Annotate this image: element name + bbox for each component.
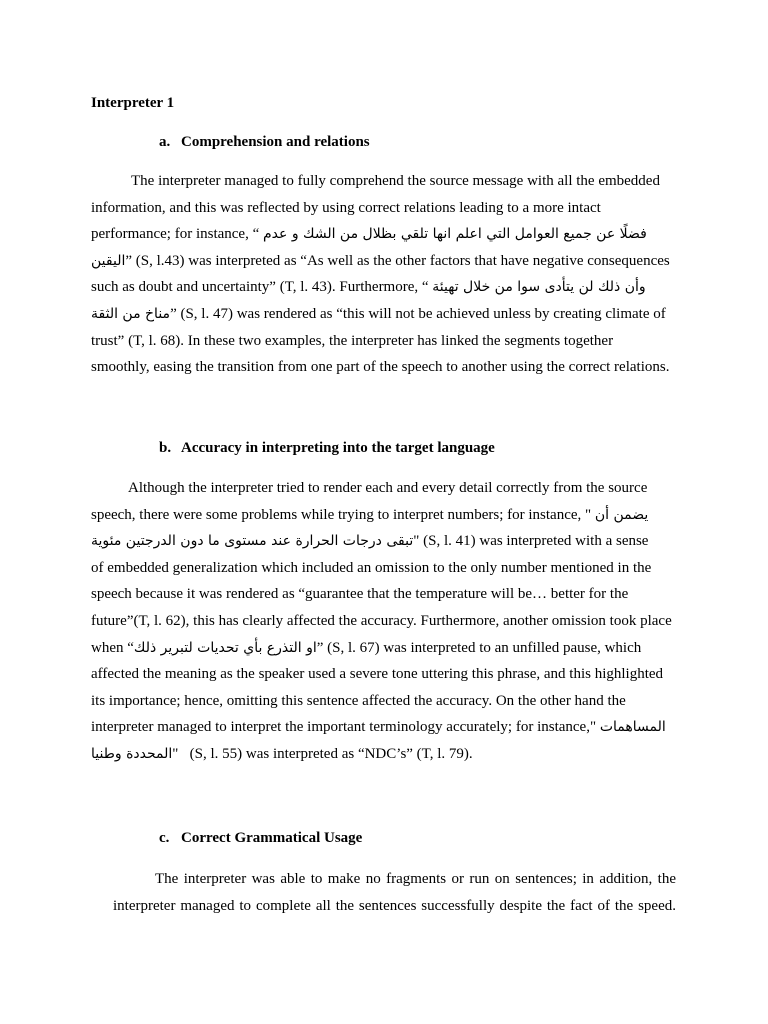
arabic-quote: فضلًا عن جميع العوامل التي اعلم انها تلقي بظلال من الشك و عدم: [263, 226, 647, 243]
text-line: speech, there were some problems while trying to interpret numbers; for instance, " يضمن أن: [91, 506, 649, 523]
page-title: Interpreter 1: [91, 95, 175, 111]
section-marker: c.: [159, 830, 170, 846]
text-line: مناخ من الثقة” (S, l. 47) was rendered as “this will not be achieved unless by creating climate of: [91, 305, 666, 322]
text-line: its importance; hence, omitting this sentence affected the accuracy. On the other hand the: [91, 692, 626, 709]
text-line: smoothly, easing the transition from one part of the speech to another using the correct relations.: [91, 359, 670, 376]
text-line: المحددة وطنيا" (S, l. 55) was interpreted as “NDC’s” (T, l. 79).: [91, 745, 473, 762]
paragraph-grammar: [113, 866, 676, 919]
arabic-quote: المساهمات: [599, 719, 666, 736]
text-line: The interpreter was able to make no fragments or run on sentences; in addition, the: [155, 871, 676, 887]
arabic-quote: مناخ من الثقة: [91, 305, 171, 322]
text-line: interpreter managed to interpret the important terminology accurately; for instance," المساهمات: [91, 719, 666, 736]
arabic-quote: تبقى درجات الحرارة عند مستوى ما دون الدرجتين مئوية: [91, 533, 414, 550]
section-heading-c: [159, 828, 362, 848]
section-heading-a: [159, 132, 370, 152]
text-line: تبقى درجات الحرارة عند مستوى ما دون الدرجتين مئوية" (S, l. 41) was interpreted with a sense: [91, 533, 649, 550]
arabic-quote: اليقين: [91, 252, 126, 269]
text-line: such as doubt and uncertainty” (T, l. 43). Furthermore, “ وأن ذلك لن يتأدى سوا من خلال تهيئة: [91, 279, 646, 296]
text-line: speech because it was rendered as “guarantee that the temperature will be… better for the: [91, 586, 629, 603]
text-line: affected the meaning as the speaker used a severe tone uttering this phrase, and this highlighted: [91, 666, 664, 683]
section-title: Correct Grammatical Usage: [181, 830, 363, 846]
section-heading-b: [159, 438, 495, 458]
section-title: Accuracy in interpreting into the target language: [181, 440, 495, 456]
text-line: trust” (T, l. 68). In these two examples, the interpreter has linked the segments together: [91, 332, 614, 349]
section-marker: b.: [159, 440, 172, 456]
arabic-quote: المحددة وطنيا: [91, 745, 173, 762]
text-line: of embedded generalization which included an omission to the only number mentioned in the: [91, 559, 652, 576]
paragraph-comprehension: [91, 168, 676, 381]
text-line: Although the interpreter tried to render each and every detail correctly from the source: [128, 480, 648, 496]
text-line: when “او التذرع بأي تحديات لتبرير ذلك” (S, l. 67) was interpreted to an unfilled pause, which: [91, 639, 642, 656]
text-line: The interpreter managed to fully comprehend the source message with all the embedded: [131, 173, 660, 189]
section-marker: a.: [159, 134, 171, 150]
section-title: Comprehension and relations: [181, 134, 370, 150]
paragraph-accuracy: [91, 475, 676, 768]
arabic-quote: وأن ذلك لن يتأدى سوا من خلال تهيئة: [432, 279, 646, 296]
text-line: interpreter managed to complete all the sentences successfully despite the fact of the speed.: [113, 897, 676, 914]
text-line: performance; for instance, “ فضلًا عن جميع العوامل التي اعلم انها تلقي بظلال من الشك و عدم: [91, 226, 647, 243]
text-line: information, and this was reflected by using correct relations leading to a more intact: [91, 199, 601, 216]
text-line: اليقين” (S, l.43) was interpreted as “As well as the other factors that have negative consequences: [91, 252, 670, 269]
text-line: future”(T, l. 62), this has clearly affected the accuracy. Furthermore, another omission took place: [91, 612, 672, 629]
arabic-quote: او التذرع بأي تحديات لتبرير ذلك: [133, 639, 317, 656]
arabic-quote: يضمن أن: [594, 506, 649, 523]
